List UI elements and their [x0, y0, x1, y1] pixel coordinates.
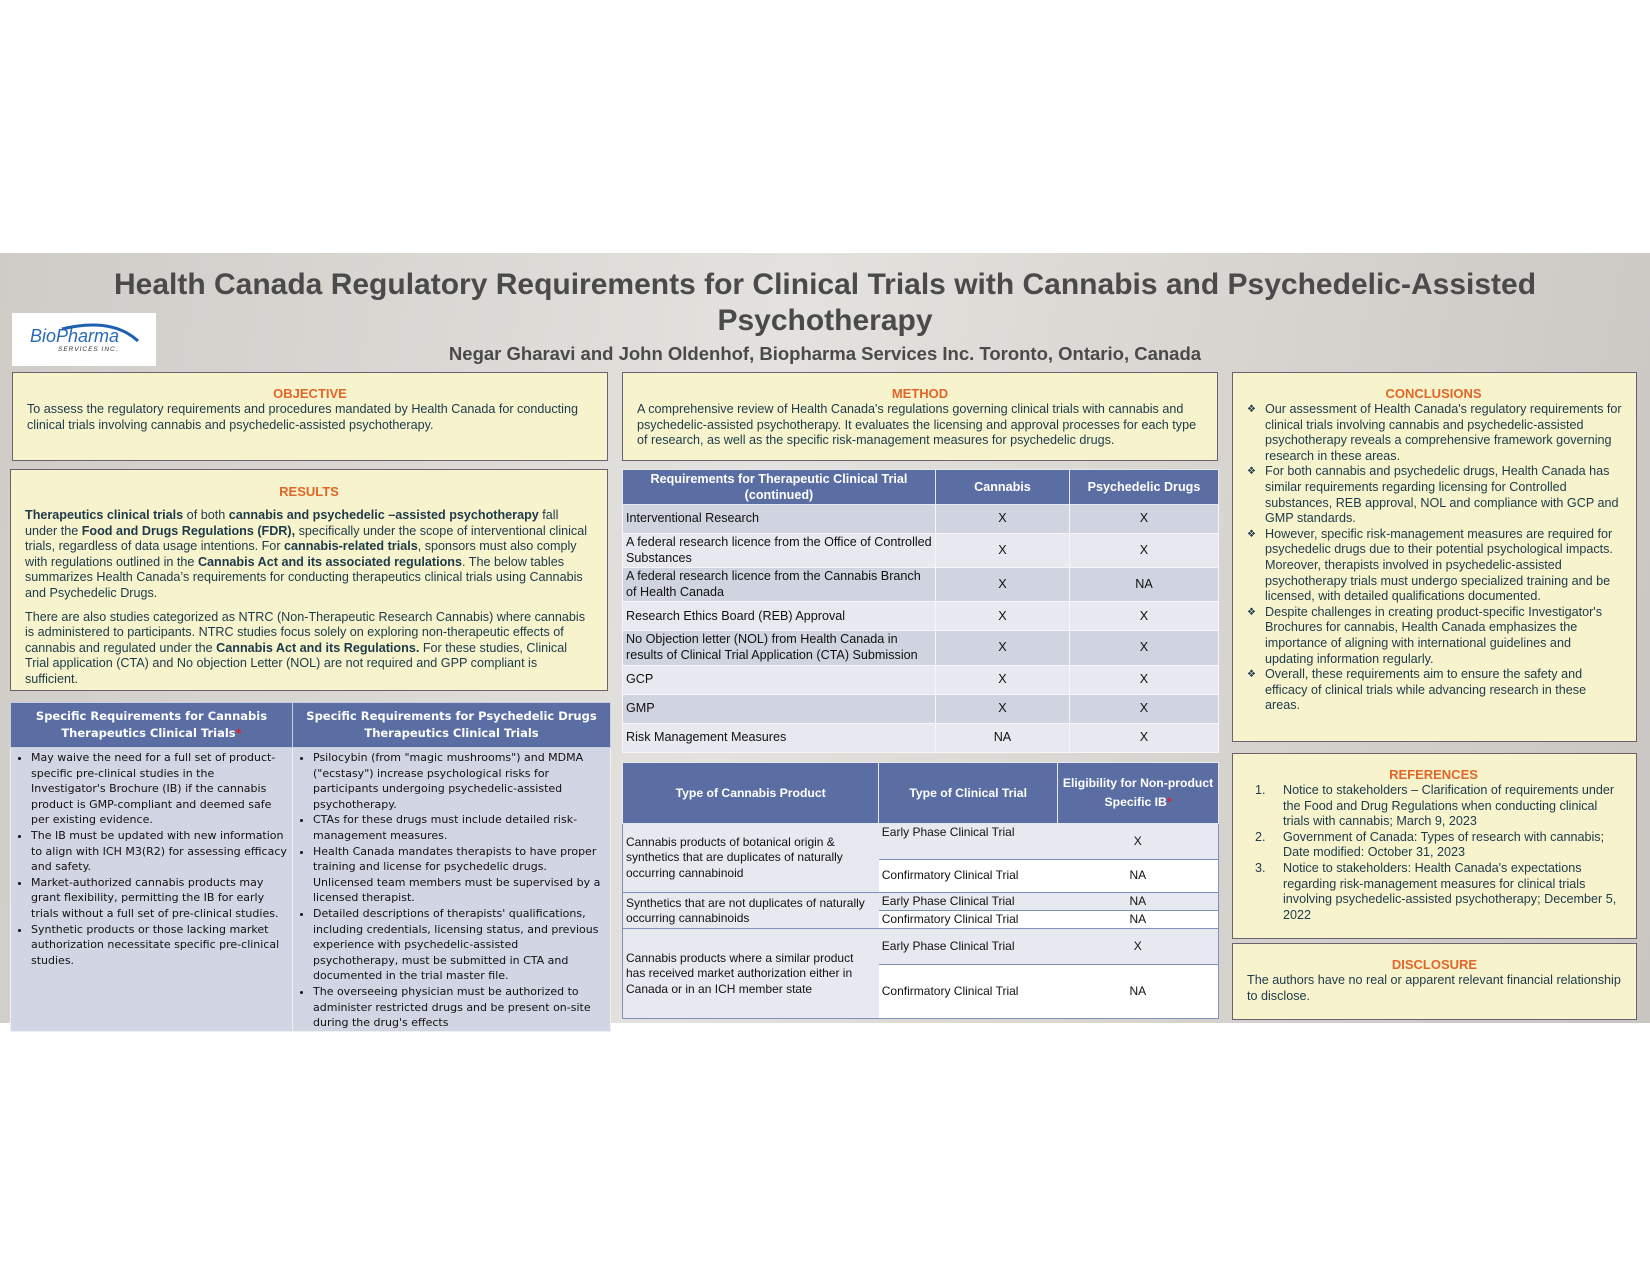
references-box: [1232, 753, 1637, 939]
poster-title: Health Canada Regulatory Requirements for Clinical Trials with Cannabis and Psychedelic-Assisted Psychotherapy: [113, 268, 1537, 337]
psychedelic-value: NA: [1069, 568, 1218, 602]
psychedelic-requirement-item: • The overseeing physician must be authorized to administer restricted drugs and be present on-site during the drug's effects: [313, 984, 606, 1031]
results-box: [10, 469, 608, 691]
product-row: [623, 893, 1219, 911]
product-type: Cannabis products where a similar product has received market authorization either in Canada or in an ICH member state: [623, 929, 879, 1019]
cannabis-spec-list: [13, 750, 288, 968]
conclusions-list: [1245, 402, 1622, 714]
psychedelic-requirement-item: • Psilocybin (from "magic mushrooms") and MDMA ("ecstasy") increase psychological risks for participants undergoing psychedelic-assisted psychotherapy.: [313, 750, 606, 812]
product-type: Synthetics that are not duplicates of naturally occurring cannabinoids: [623, 893, 879, 929]
requirement-row: [623, 602, 1219, 631]
requirement-row: [623, 505, 1219, 534]
cannabis-product-table: [622, 762, 1219, 1019]
psychedelic-spec-header: Specific Requirements for Psychedelic Drugs Therapeutics Clinical Trials: [293, 703, 611, 748]
cannabis-value: X: [935, 505, 1069, 534]
requirement-row: [623, 694, 1219, 723]
conclusion-item: ❖ Despite challenges in creating product-specific Investigator's Brochures for cannabis, Health Canada emphasizes the importance of aligning with international guidelines and updating information regularly.: [1245, 605, 1622, 667]
prod-header-eligibility: Eligibility for Non-product Specific IB*: [1058, 763, 1219, 824]
method-heading: METHOD: [891, 386, 949, 401]
results-heading: RESULTS: [279, 484, 339, 499]
trial-type: Early Phase Clinical Trial: [879, 824, 1058, 860]
cannabis-requirement-item: • May waive the need for a full set of product-specific pre-clinical studies in the Investigator's Brochure (IB) if the cannabis product is GMP-compliant and deemed safe per existing evidence.: [31, 750, 288, 828]
trial-type: Confirmatory Clinical Trial: [879, 911, 1058, 929]
requirement-row: [623, 631, 1219, 665]
product-row: [623, 824, 1219, 860]
cannabis-value: X: [935, 602, 1069, 631]
requirement-label: Interventional Research: [623, 505, 936, 534]
requirement-label: Risk Management Measures: [623, 723, 936, 752]
disclosure-box: [1232, 943, 1637, 1020]
psychedelic-value: X: [1069, 534, 1218, 568]
psychedelic-value: X: [1069, 631, 1218, 665]
disclosure-text: The authors have no real or apparent relevant financial relationship to disclose.: [1247, 973, 1621, 1003]
req-header-psychedelic: Psychedelic Drugs: [1069, 470, 1218, 505]
asterisk-mark: *: [235, 726, 242, 740]
results-paragraph-1: [25, 508, 593, 602]
references-list: [1245, 783, 1622, 923]
text-run: There are also studies categorized as NTRC (Non-Therapeutic Research Cannabis) where cannabis is administered to participants. NTRC studies focus solely on exploring non-therapeutic effects of cannabis and regulated under the: [25, 609, 585, 655]
biopharma-logo: [12, 313, 156, 366]
psychedelic-value: X: [1069, 505, 1218, 534]
cannabis-spec-cell: [11, 748, 293, 1032]
psychedelic-value: X: [1069, 694, 1218, 723]
eligibility-value: X: [1058, 929, 1219, 965]
cannabis-value: X: [935, 534, 1069, 568]
results-paragraph-2: [25, 610, 593, 688]
bold-text-run: cannabis-related trials: [284, 539, 418, 554]
objective-text: To assess the regulatory requirements and procedures mandated by Health Canada for conducting clinical trials involving cannabis and psychedelic-assisted psychotherapy.: [27, 402, 578, 432]
req-header-cannabis: Cannabis: [935, 470, 1069, 505]
conclusion-item: ❖ Overall, these requirements aim to ensure the safety and efficacy of clinical trials while advancing research in these areas.: [1245, 667, 1622, 714]
eligibility-value: X: [1058, 824, 1219, 860]
logo-text: BioPharma: [30, 326, 120, 346]
req-header-requirement: Requirements for Therapeutic Clinical Trial (continued): [623, 470, 936, 505]
poster-authors: Negar Gharavi and John Oldenhof, Biopharma Services Inc. Toronto, Ontario, Canada: [448, 343, 1202, 364]
eligibility-value: NA: [1058, 860, 1219, 893]
requirement-label: Research Ethics Board (REB) Approval: [623, 602, 936, 631]
requirement-label: No Objection letter (NOL) from Health Canada in results of Clinical Trial Application (CTA) Submission: [623, 631, 936, 665]
cannabis-value: X: [935, 665, 1069, 694]
conclusion-item: ❖ Our assessment of Health Canada's regulatory requirements for clinical trials involving cannabis and psychedelic-assisted psychotherapy reveals a comprehensive framework governing research in these areas.: [1245, 402, 1622, 464]
text-run: of both: [183, 508, 229, 522]
objective-box: [12, 372, 608, 461]
trial-type: Confirmatory Clinical Trial: [879, 965, 1058, 1019]
trial-type: Early Phase Clinical Trial: [879, 893, 1058, 911]
text-run: specifically under the scope of interventional clinical trials, regardless of data usage intentions. For: [25, 523, 588, 554]
references-heading: REFERENCES: [1389, 767, 1478, 782]
psychedelic-value: X: [1069, 665, 1218, 694]
cannabis-value: X: [935, 568, 1069, 602]
cannabis-requirement-item: • Market-authorized cannabis products may grant flexibility, permitting the IB for early trials without a full set of pre-clinical studies.: [31, 875, 288, 922]
eligibility-value: NA: [1058, 893, 1219, 911]
objective-heading: OBJECTIVE: [273, 386, 347, 401]
requirements-table: [622, 469, 1219, 753]
cannabis-spec-header: Specific Requirements for Cannabis Therapeutics Clinical Trials*: [11, 703, 293, 748]
bold-text-run: cannabis and psychedelic –assisted psychotherapy: [228, 508, 539, 522]
requirement-label: A federal research licence from the Office of Controlled Substances: [623, 534, 936, 568]
requirement-row: [623, 723, 1219, 752]
poster: [0, 253, 1650, 1030]
requirement-row: [623, 568, 1219, 602]
bold-text-run: Therapeutics clinical trials: [25, 508, 184, 522]
reference-item: 3. Notice to stakeholders: Health Canada's expectations regarding risk-management measures for clinical trials involving psychedelic-assisted psychotherapy; December 5, 2022: [1269, 861, 1622, 923]
cannabis-value: X: [935, 631, 1069, 665]
product-type: Cannabis products of botanical origin & synthetics that are duplicates of naturally occurring cannabinoid: [623, 824, 879, 893]
bold-text-run: Cannabis Act and its associated regulations: [197, 554, 463, 569]
psychedelic-requirement-item: • Detailed descriptions of therapists' qualifications, including credentials, licensing status, and previous experience with psychedelic-assisted psychotherapy, must be submitted in CTA and documented in the trial master file.: [313, 906, 606, 984]
psychedelic-spec-list: [295, 750, 606, 1031]
conclusion-item: ❖ However, specific risk-management measures are required for psychedelic drugs due to their potential psychological impacts. Moreover, therapists involved in psychedelic-assisted psychotherapy trials must undergo specialized training and be licensed, with detailed qualifications documented.: [1245, 527, 1622, 605]
requirement-label: A federal research licence from the Cannabis Branch of Health Canada: [623, 568, 936, 602]
specific-requirements-table: [10, 702, 611, 1032]
requirement-row: [623, 665, 1219, 694]
text-run: For these studies, Clinical Trial application (CTA) and No objection Letter (NOL) are not required and GPP compliant is sufficient.: [25, 640, 568, 686]
requirement-label: GMP: [623, 694, 936, 723]
trial-type: Early Phase Clinical Trial: [879, 929, 1058, 965]
method-box: [622, 372, 1218, 461]
text-run: , sponsors must also comply with regulations outlined in the: [25, 539, 577, 569]
text-run: fall under the: [25, 508, 559, 538]
logo-tagline: SERVICES INC.: [58, 346, 119, 353]
disclosure-heading: DISCLOSURE: [1391, 957, 1478, 972]
psychedelic-requirement-item: • Health Canada mandates therapists to have proper training and license for psychedelic drugs. Unlicensed team members must be supervised by a licensed therapist.: [313, 844, 606, 906]
requirement-label: GCP: [623, 665, 936, 694]
eligibility-value: NA: [1058, 965, 1219, 1019]
requirement-row: [623, 534, 1219, 568]
conclusions-heading: CONCLUSIONS: [1385, 386, 1482, 401]
psychedelic-value: X: [1069, 602, 1218, 631]
method-text: A comprehensive review of Health Canada's regulations governing clinical trials with cannabis and psychedelic-assisted psychotherapy. It evaluates the licensing and approval processes for each type of research, as well as the specific risk-management measures for psychedelic drugs.: [637, 402, 1197, 448]
bold-text-run: Cannabis Act and its Regulations.: [216, 640, 420, 655]
reference-item: 2. Government of Canada: Types of research with cannabis; Date modified: October 31, 2023: [1269, 830, 1622, 861]
asterisk-mark: *: [1166, 795, 1172, 809]
prod-header-trial: Type of Clinical Trial: [879, 763, 1058, 824]
bold-text-run: Food and Drugs Regulations (FDR),: [81, 523, 296, 538]
psychedelic-spec-cell: [293, 748, 611, 1032]
eligibility-value: NA: [1058, 911, 1219, 929]
reference-item: 1. Notice to stakeholders – Clarification of requirements under the Food and Drug Regulations when conducting clinical trials with cannabis; March 9, 2023: [1269, 783, 1622, 830]
conclusion-item: ❖ For both cannabis and psychedelic drugs, Health Canada has similar requirements regarding licensing for Controlled substances, REB approval, NOL and compliance with GCP and GMP standards.: [1245, 464, 1622, 526]
cannabis-value: X: [935, 694, 1069, 723]
cannabis-requirement-item: • Synthetic products or those lacking market authorization necessitate specific pre-clinical studies.: [31, 922, 288, 969]
psychedelic-value: X: [1069, 723, 1218, 752]
cannabis-requirement-item: • The IB must be updated with new information to align with ICH M3(R2) for assessing efficacy and safety.: [31, 828, 288, 875]
prod-header-product: Type of Cannabis Product: [623, 763, 879, 824]
product-row: [623, 929, 1219, 965]
psychedelic-requirement-item: • CTAs for these drugs must include detailed risk-management measures.: [313, 812, 606, 843]
trial-type: Confirmatory Clinical Trial: [879, 860, 1058, 893]
text-run: . The below tables summarizes Health Canada’s requirements for conducting therapeutics clinical trials using Cannabis and Psychedelic Drugs.: [25, 554, 583, 600]
conclusions-box: [1232, 372, 1637, 742]
cannabis-value: NA: [935, 723, 1069, 752]
